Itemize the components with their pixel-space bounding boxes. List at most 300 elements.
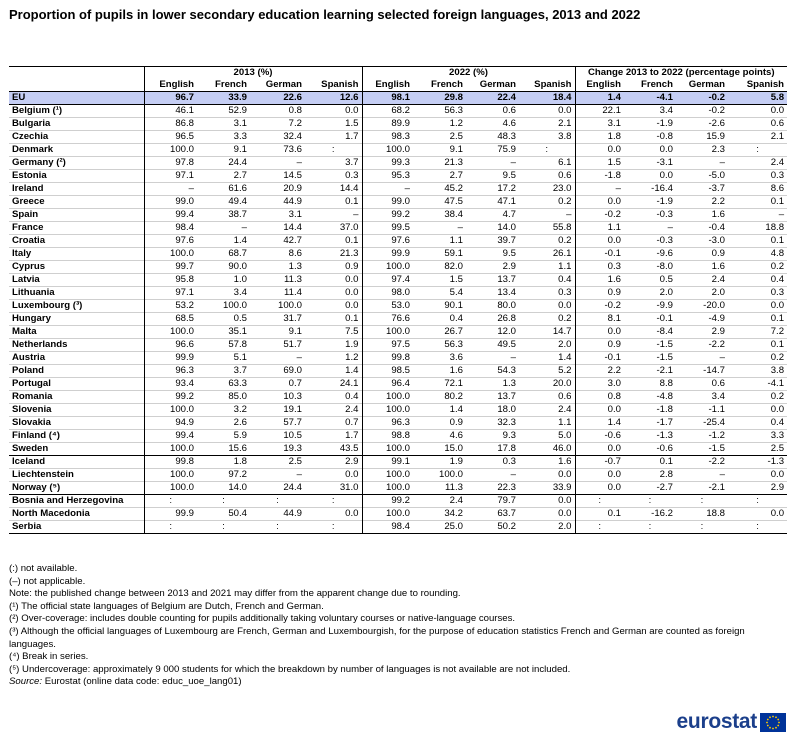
table-cell: 2.8 <box>659 469 673 480</box>
table-cell: 86.8 <box>144 118 197 131</box>
table-cell: 11.3 <box>284 274 302 285</box>
table-cell: 2.4 <box>345 404 359 415</box>
table-cell: 8.6 <box>288 248 302 259</box>
table-cell: 0.0 <box>558 495 572 506</box>
table-cell: 13.4 <box>497 287 516 298</box>
row-label: Bulgaria <box>12 118 51 129</box>
table-cell: – <box>457 222 463 233</box>
table-cell: -0.8 <box>656 131 673 142</box>
table-cell: -25.4 <box>703 417 725 428</box>
row-label: Lithuania <box>12 287 55 298</box>
table-cell: 100.0 <box>362 443 413 456</box>
table-cell: 25.0 <box>444 521 463 532</box>
table-cell: 0.1 <box>345 313 359 324</box>
table-cell: 98.8 <box>362 430 413 443</box>
table-cell: 2.9 <box>711 326 725 337</box>
table-cell: 0.9 <box>575 287 624 300</box>
footnote: (¹) The official state languages of Belgium are Dutch, French and German. <box>9 600 324 612</box>
header-blank <box>9 79 144 92</box>
table-cell: : <box>648 521 652 532</box>
table-cell: 0.4 <box>345 391 359 402</box>
header-group-row <box>9 67 787 80</box>
header-group-2013: 2013 (%) <box>144 67 362 80</box>
table-cell: 96.5 <box>144 131 197 144</box>
table-cell: -2.1 <box>656 365 673 376</box>
table-cell: -1.8 <box>656 404 673 415</box>
table-cell: 0.0 <box>770 404 785 415</box>
table-cell: 96.7 <box>144 92 197 105</box>
table-cell: 0.0 <box>575 326 624 339</box>
table-cell: 100.0 <box>362 391 413 404</box>
table-cell: 0.6 <box>558 391 572 402</box>
table-cell: 1.4 <box>575 92 624 105</box>
table-cell: 4.7 <box>502 209 516 220</box>
table-row <box>9 105 787 118</box>
table-cell: 20.9 <box>283 183 302 194</box>
table-cell: 0.9 <box>575 339 624 352</box>
table-cell: -0.4 <box>708 222 725 233</box>
table-cell: 0.2 <box>558 235 572 246</box>
table-cell: -4.8 <box>656 391 673 402</box>
table-cell: 2.5 <box>770 443 785 454</box>
table-cell: 52.9 <box>228 105 247 116</box>
table-cell: 18.4 <box>519 92 575 105</box>
table-row <box>9 170 787 183</box>
table-cell: -3.1 <box>656 157 673 168</box>
table-cell: 14.7 <box>552 326 572 337</box>
table-cell: 99.3 <box>362 157 413 170</box>
table-cell: -2.1 <box>708 482 725 493</box>
table-cell: 0.2 <box>558 313 572 324</box>
table-cell: – <box>144 183 197 196</box>
table-cell: -9.9 <box>656 300 673 311</box>
table-cell: -8.0 <box>656 261 673 272</box>
footnote: (²) Over-coverage: includes double counting for pupils additionally taking voluntary courses or native-language courses. <box>9 613 516 625</box>
table-cell: 26.1 <box>552 248 572 259</box>
footnote: (–) not applicable. <box>9 575 86 587</box>
table-cell: 1.5 <box>449 274 463 285</box>
table-cell: – <box>296 157 302 168</box>
table-cell: 3.3 <box>233 131 247 142</box>
table-cell: : <box>545 144 549 155</box>
table-cell: 1.7 <box>345 131 359 142</box>
table-cell: 99.9 <box>144 352 197 365</box>
table-cell: -0.1 <box>656 313 673 324</box>
table-cell: 14.5 <box>283 170 302 181</box>
table-cell: 2.1 <box>770 131 785 142</box>
table-cell: 56.3 <box>444 339 463 350</box>
table-cell: 13.7 <box>497 274 516 285</box>
footnote: (⁵) Undercoverage: approximately 9 000 students for which the breakdown by number of languages is not available are not included. <box>9 663 571 675</box>
table-cell: 3.7 <box>233 365 247 376</box>
flag-star <box>777 724 779 726</box>
table-cell: 20.0 <box>552 378 572 389</box>
table-cell: 95.3 <box>362 170 413 183</box>
table-cell: -0.2 <box>676 92 728 105</box>
table-cell: 100.0 <box>362 326 413 339</box>
table-cell: 1.1 <box>558 261 572 272</box>
table-cell: 95.8 <box>144 274 197 287</box>
table-cell: 24.1 <box>339 378 359 389</box>
table-cell: 0.0 <box>770 105 785 116</box>
table-cell: -16.4 <box>651 183 673 194</box>
table-cell: 38.7 <box>228 209 247 220</box>
table-cell: 0.1 <box>345 196 359 207</box>
row-label: Czechia <box>12 131 49 142</box>
table-cell: 2.1 <box>558 118 572 129</box>
table-cell: 5.8 <box>728 92 787 105</box>
table-cell: 100.0 <box>144 144 197 157</box>
table-row <box>9 300 787 313</box>
table-cell: 0.8 <box>288 105 302 116</box>
table-cell: 39.7 <box>497 235 516 246</box>
flag-star <box>772 727 774 729</box>
table-cell: 0.6 <box>770 118 785 129</box>
table-cell: 54.3 <box>497 365 516 376</box>
table-cell: 3.4 <box>711 391 725 402</box>
footnote: (:) not available. <box>9 563 78 574</box>
notes-list <box>9 563 769 676</box>
table-cell: 3.4 <box>233 287 247 298</box>
table-cell: 59.1 <box>444 248 463 259</box>
table-cell: 1.1 <box>575 222 624 235</box>
row-label: Bosnia and Herzegovina <box>12 495 124 506</box>
table-cell: : <box>222 495 225 506</box>
table-cell: 0.0 <box>575 196 624 209</box>
row-label: Serbia <box>12 521 42 532</box>
table-cell: 14.4 <box>283 222 302 233</box>
table-cell: 2.4 <box>711 274 725 285</box>
table-cell: 0.0 <box>659 170 673 181</box>
eu-flag-icon <box>760 713 786 732</box>
table-cell: 13.7 <box>497 391 516 402</box>
table-cell: 99.4 <box>144 209 197 222</box>
flag-star <box>769 716 771 718</box>
row-label: Ireland <box>12 183 44 194</box>
table-cell: 99.2 <box>362 209 413 222</box>
table-cell: 49.4 <box>228 196 247 207</box>
table-row <box>9 209 787 222</box>
table-cell: 7.5 <box>345 326 359 337</box>
table-cell: 80.0 <box>497 300 516 311</box>
table-cell: : <box>756 144 759 155</box>
table-cell: 97.1 <box>144 170 197 183</box>
table-cell: 96.3 <box>144 365 197 378</box>
table-cell: 0.6 <box>502 105 516 116</box>
table-cell: 76.6 <box>362 313 413 326</box>
table-cell: 96.3 <box>362 417 413 430</box>
table-cell: 7.2 <box>288 118 302 129</box>
table-cell: 22.3 <box>497 482 516 493</box>
header-language: French <box>431 79 463 90</box>
table-cell: 0.5 <box>659 274 673 285</box>
row-label: Croatia <box>12 235 46 246</box>
table-cell: 2.3 <box>711 144 725 155</box>
table-cell: 0.0 <box>770 508 785 519</box>
table-cell: 100.0 <box>222 300 247 311</box>
table-cell: 68.5 <box>144 313 197 326</box>
table-row <box>9 118 787 131</box>
table-cell: 0.8 <box>575 391 624 404</box>
table-cell: -1.1 <box>708 404 725 415</box>
table-cell: 0.1 <box>770 339 785 350</box>
table-cell: -1.5 <box>708 443 725 454</box>
table-cell: 0.0 <box>345 469 359 480</box>
table-cell: 1.3 <box>288 261 302 272</box>
table-cell: 100.0 <box>362 261 413 274</box>
table-title: Proportion of pupils in lower secondary education learning selected foreign languages, 2013 and 2022 <box>9 7 641 22</box>
table-row <box>9 235 787 248</box>
table-cell: 56.3 <box>444 105 463 116</box>
table-cell: 9.1 <box>449 144 463 155</box>
source-line <box>9 676 769 689</box>
table-cell: 42.7 <box>283 235 302 246</box>
table-row <box>9 508 787 521</box>
table-cell: 15.9 <box>706 131 725 142</box>
table-cell: 0.0 <box>345 287 359 298</box>
table-cell: 100.0 <box>144 443 197 456</box>
table-row <box>9 144 787 157</box>
table-cell: 2.2 <box>575 365 624 378</box>
table-cell: 100.0 <box>144 248 197 261</box>
table-cell: 94.9 <box>144 417 197 430</box>
row-label: Austria <box>12 352 46 363</box>
table-cell: 1.4 <box>449 404 463 415</box>
table-cell: 53.2 <box>144 300 197 313</box>
row-label: Spain <box>12 209 39 220</box>
table-cell: 0.0 <box>575 482 624 495</box>
table-cell: – <box>778 209 785 220</box>
table-cell: 37.0 <box>339 222 359 233</box>
header-blank <box>9 67 144 80</box>
table-cell: 1.1 <box>558 417 572 428</box>
table-cell: 0.1 <box>575 508 624 521</box>
header-group-change: Change 2013 to 2022 (percentage points) <box>575 67 787 80</box>
table-cell: 98.1 <box>362 92 413 105</box>
table-row <box>9 352 787 365</box>
table-cell: 98.4 <box>144 222 197 235</box>
flag-star <box>775 726 777 728</box>
table-cell: : <box>575 495 624 508</box>
table-cell: 97.6 <box>362 235 413 248</box>
table-cell: 97.2 <box>228 469 247 480</box>
table-cell: 1.4 <box>345 365 359 376</box>
table-cell: 100.0 <box>362 144 413 157</box>
table-row <box>9 417 787 430</box>
table-cell: 79.7 <box>497 495 516 506</box>
table-cell: 9.1 <box>288 326 302 337</box>
table-cell: 22.6 <box>250 92 305 105</box>
table-cell: 0.9 <box>345 261 359 272</box>
table-cell: – <box>510 157 516 168</box>
table-row <box>9 157 787 170</box>
table-cell: 5.1 <box>233 352 247 363</box>
table-cell: 0.9 <box>449 417 463 428</box>
table-cell: 0.0 <box>659 144 673 155</box>
table-cell: 4.6 <box>449 430 463 441</box>
table-cell: 0.0 <box>575 469 624 482</box>
row-label: Norway (⁵) <box>12 482 61 493</box>
table-cell: 46.0 <box>552 443 572 454</box>
table-cell: 2.9 <box>502 261 516 272</box>
table-cell: 0.0 <box>345 508 359 519</box>
table-cell: 15.6 <box>228 443 247 454</box>
table-cell: 0.1 <box>770 196 785 207</box>
table-cell: 1.8 <box>233 456 247 467</box>
row-label: Liechtenstein <box>12 469 74 480</box>
table-cell: 1.6 <box>449 365 463 376</box>
table-row <box>9 339 787 352</box>
table-cell: 89.9 <box>362 118 413 131</box>
table-cell: 18.8 <box>765 222 785 233</box>
table-cell: 0.1 <box>659 456 673 467</box>
table-cell: 98.3 <box>362 131 413 144</box>
table-cell: 2.0 <box>558 339 572 350</box>
table-cell: -2.6 <box>708 118 725 129</box>
table-cell: 3.6 <box>449 352 463 363</box>
header-language: French <box>641 79 673 90</box>
row-label: Sweden <box>12 443 49 454</box>
table-cell: 34.2 <box>444 508 463 519</box>
table-cell: 100.0 <box>144 482 197 495</box>
logo-wordmark: eurostat <box>676 710 757 733</box>
footnotes <box>9 563 769 689</box>
table-cell: 9.5 <box>502 170 516 181</box>
table-cell: 24.4 <box>228 157 247 168</box>
table-cell: 9.1 <box>233 144 247 155</box>
source-text: Eurostat (online data code: educ_uoe_lang01) <box>44 676 242 688</box>
table-cell: 0.9 <box>711 248 725 259</box>
table-cell: 21.3 <box>444 157 463 168</box>
languages-table <box>9 66 787 534</box>
header-language: German <box>265 79 302 90</box>
table-cell: 90.1 <box>444 300 463 311</box>
table-cell: 97.8 <box>144 157 197 170</box>
table-row-eu <box>9 92 787 105</box>
table-cell: 3.4 <box>659 105 673 116</box>
table-cell: 49.5 <box>497 339 516 350</box>
table-cell: 73.6 <box>283 144 302 155</box>
table-cell: 90.0 <box>228 261 247 272</box>
table-row <box>9 495 787 508</box>
table-cell: 3.1 <box>575 118 624 131</box>
table-cell: – <box>719 469 725 480</box>
table-row <box>9 222 787 235</box>
table-cell: 2.0 <box>659 287 673 298</box>
table-cell: – <box>296 469 302 480</box>
row-label: France <box>12 222 44 233</box>
table-cell: 1.6 <box>575 274 624 287</box>
table-cell: 8.8 <box>659 378 673 389</box>
table-cell: 100.0 <box>362 469 413 482</box>
table-cell: -2.7 <box>656 482 673 493</box>
table-cell: 0.0 <box>345 105 359 116</box>
table-row <box>9 131 787 144</box>
table-cell: 0.3 <box>770 170 785 181</box>
table-cell: 100.0 <box>144 469 197 482</box>
table-row <box>9 261 787 274</box>
flag-star <box>766 721 768 723</box>
table-cell: 21.3 <box>339 248 359 259</box>
table-cell: 4.6 <box>502 118 516 129</box>
table-cell: 99.0 <box>144 196 197 209</box>
table-cell: : <box>144 521 197 534</box>
table-cell: 3.7 <box>345 157 359 168</box>
table-cell: 68.7 <box>228 248 247 259</box>
table-cell: 0.0 <box>770 300 785 311</box>
table-cell: 0.4 <box>558 274 572 285</box>
table-cell: 99.7 <box>144 261 197 274</box>
table-cell: 51.7 <box>283 339 302 350</box>
table-cell: 53.0 <box>362 300 413 313</box>
header-language: Spanish <box>321 79 359 90</box>
table-cell: 2.4 <box>558 404 572 415</box>
table-cell: – <box>362 183 413 196</box>
table-cell: 99.0 <box>362 196 413 209</box>
row-label: Latvia <box>12 274 40 285</box>
table-cell: 33.9 <box>197 92 250 105</box>
table-cell: -1.8 <box>575 170 624 183</box>
header-language: English <box>575 79 624 92</box>
table-cell: 15.0 <box>444 443 463 454</box>
table-cell: 7.2 <box>770 326 785 337</box>
table-cell: 2.9 <box>345 456 359 467</box>
table-cell: 26.7 <box>444 326 463 337</box>
table-cell: -0.1 <box>575 352 624 365</box>
table-cell: 55.8 <box>552 222 572 233</box>
header-language: English <box>362 79 413 92</box>
table-cell: 0.3 <box>770 287 785 298</box>
header-language: English <box>144 79 197 92</box>
table-cell: 0.0 <box>345 274 359 285</box>
table-cell: 47.1 <box>497 196 516 207</box>
table-cell: 31.0 <box>339 482 359 493</box>
table-cell: 100.0 <box>144 404 197 417</box>
table-cell: 17.2 <box>497 183 516 194</box>
table-cell: 0.1 <box>345 235 359 246</box>
table-cell: – <box>296 352 302 363</box>
table-row <box>9 196 787 209</box>
table-cell: 0.0 <box>558 469 572 480</box>
row-label: Cyprus <box>12 261 46 272</box>
table-cell: 19.3 <box>283 443 302 454</box>
table-cell: -1.9 <box>656 196 673 207</box>
table-cell: 31.7 <box>283 313 302 324</box>
table-cell: -1.7 <box>656 417 673 428</box>
table-cell: 97.1 <box>144 287 197 300</box>
table-cell: 2.5 <box>288 456 302 467</box>
table-cell: 96.6 <box>144 339 197 352</box>
table-row <box>9 469 787 482</box>
table-cell: 0.7 <box>345 417 359 428</box>
table-cell: 46.1 <box>144 105 197 118</box>
table-cell: 45.2 <box>444 183 463 194</box>
table-cell: 5.2 <box>558 365 572 376</box>
table-cell: -0.1 <box>575 248 624 261</box>
table-cell: -1.3 <box>767 456 785 467</box>
table-cell: : <box>144 495 197 508</box>
row-label: Slovakia <box>12 417 51 428</box>
table-cell: 100.0 <box>362 404 413 417</box>
table-cell: -1.5 <box>656 352 673 363</box>
table-cell: : <box>756 495 759 506</box>
table-row <box>9 443 787 456</box>
table-cell: 3.1 <box>233 118 247 129</box>
table-cell: 63.3 <box>228 378 247 389</box>
table-cell: -0.6 <box>656 443 673 454</box>
table-cell: -16.2 <box>651 508 673 519</box>
table-cell: : <box>756 521 759 532</box>
